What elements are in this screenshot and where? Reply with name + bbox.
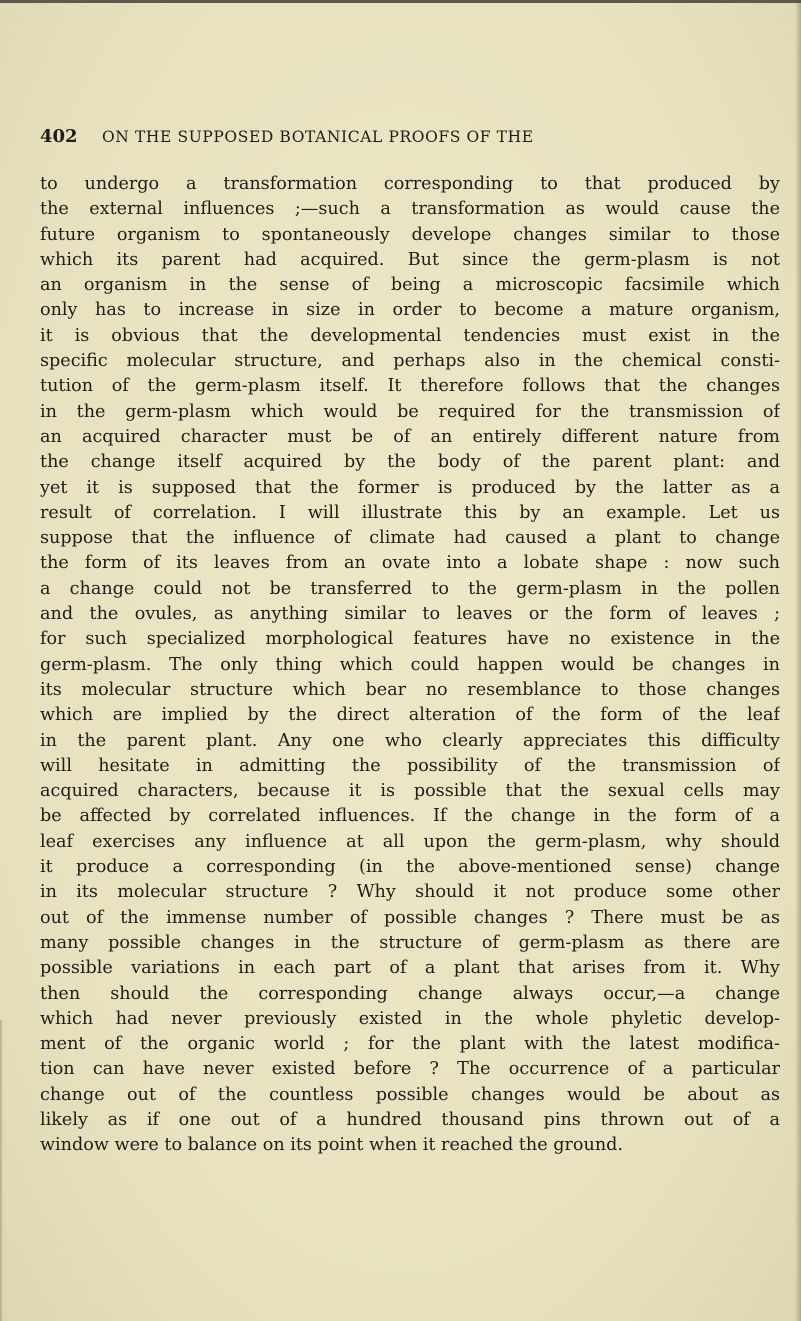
text-line: germ-plasm. The only thing which could happen would be changes in bbox=[40, 654, 780, 675]
text-line: and the ovules, as anything similar to leaves or the form of leaves ; bbox=[40, 604, 780, 625]
page-left-edge bbox=[0, 1020, 3, 1321]
text-line: a change could not be transferred to the germ-plasm in the pollen bbox=[40, 578, 780, 599]
text-line: in its molecular structure ? Why should it not produce some other bbox=[40, 882, 780, 903]
text-line: window were to balance on its point when it reached the ground. bbox=[40, 1135, 623, 1156]
text-line: future organism to spontaneously develope changes similar to those bbox=[40, 224, 780, 245]
text-line: likely as if one out of a hundred thousand pins thrown out of a bbox=[40, 1109, 780, 1130]
text-line: an acquired character must be of an entirely different nature from bbox=[40, 426, 780, 447]
text-line: result of correlation. I will illustrate this by an example. Let us bbox=[40, 502, 780, 523]
text-line: suppose that the influence of climate had caused a plant to change bbox=[40, 528, 780, 549]
text-line: yet it is supposed that the former is produced by the latter as a bbox=[40, 477, 780, 498]
text-line: specific molecular structure, and perhaps also in the chemical consti- bbox=[40, 351, 780, 372]
text-line: to undergo a transformation corresponding to that produced by bbox=[40, 174, 780, 194]
text-line: which its parent had acquired. But since the germ-plasm is not bbox=[40, 249, 780, 270]
text-line: will hesitate in admitting the possibility of the transmission of bbox=[40, 755, 780, 776]
text-line: be affected by correlated influences. If the change in the form of a bbox=[40, 806, 780, 827]
text-line: change out of the countless possible changes would be about as bbox=[40, 1084, 780, 1105]
text-line: its molecular structure which bear no resemblance to those changes bbox=[40, 679, 780, 700]
text-line: many possible changes in the structure of germ-plasm as there are bbox=[40, 932, 780, 953]
page-right-edge bbox=[795, 0, 801, 1321]
text-line: in the parent plant. Any one who clearly appreciates this difficulty bbox=[40, 730, 780, 751]
text-line: an organism in the sense of being a microscopic facsimile which bbox=[40, 275, 780, 296]
text-line: in the germ-plasm which would be required for the transmission of bbox=[40, 401, 780, 422]
running-head: ON THE SUPPOSED BOTANICAL PROOFS OF THE bbox=[102, 128, 534, 146]
text-line: which are implied by the direct alteration of the form of the leaf bbox=[40, 705, 780, 726]
text-line: it produce a corresponding (in the above-mentioned sense) change bbox=[40, 857, 780, 878]
text-line: the change itself acquired by the body of the parent plant: and bbox=[40, 452, 780, 473]
text-line: tution of the germ-plasm itself. It therefore follows that the changes bbox=[40, 376, 780, 397]
page-top-edge bbox=[0, 0, 801, 3]
page-header bbox=[40, 126, 780, 152]
text-line: out of the immense number of possible changes ? There must be as bbox=[40, 907, 780, 928]
text-line: for such specialized morphological features have no existence in the bbox=[40, 629, 780, 650]
text-line: leaf exercises any influence at all upon the germ-plasm, why should bbox=[40, 831, 780, 852]
text-line: it is obvious that the developmental tendencies must exist in the bbox=[40, 325, 780, 346]
text-line: which had never previously existed in the whole phyletic develop- bbox=[40, 1008, 780, 1029]
text-line: ment of the organic world ; for the plant with the latest modifica- bbox=[40, 1034, 780, 1055]
text-line: tion can have never existed before ? The occurrence of a particular bbox=[40, 1059, 780, 1080]
text-line: then should the corresponding change always occur,—a change bbox=[40, 983, 780, 1004]
text-line: acquired characters, because it is possible that the sexual cells may bbox=[40, 781, 780, 802]
text-line: the form of its leaves from an ovate into a lobate shape : now such bbox=[40, 553, 780, 574]
body-text bbox=[40, 172, 780, 1159]
text-line: only has to increase in size in order to become a mature organism, bbox=[40, 300, 780, 321]
text-line: the external influences ;—such a transformation as would cause the bbox=[40, 199, 780, 220]
page-number: 402 bbox=[40, 126, 78, 147]
text-line: possible variations in each part of a plant that arises from it. Why bbox=[40, 958, 780, 979]
